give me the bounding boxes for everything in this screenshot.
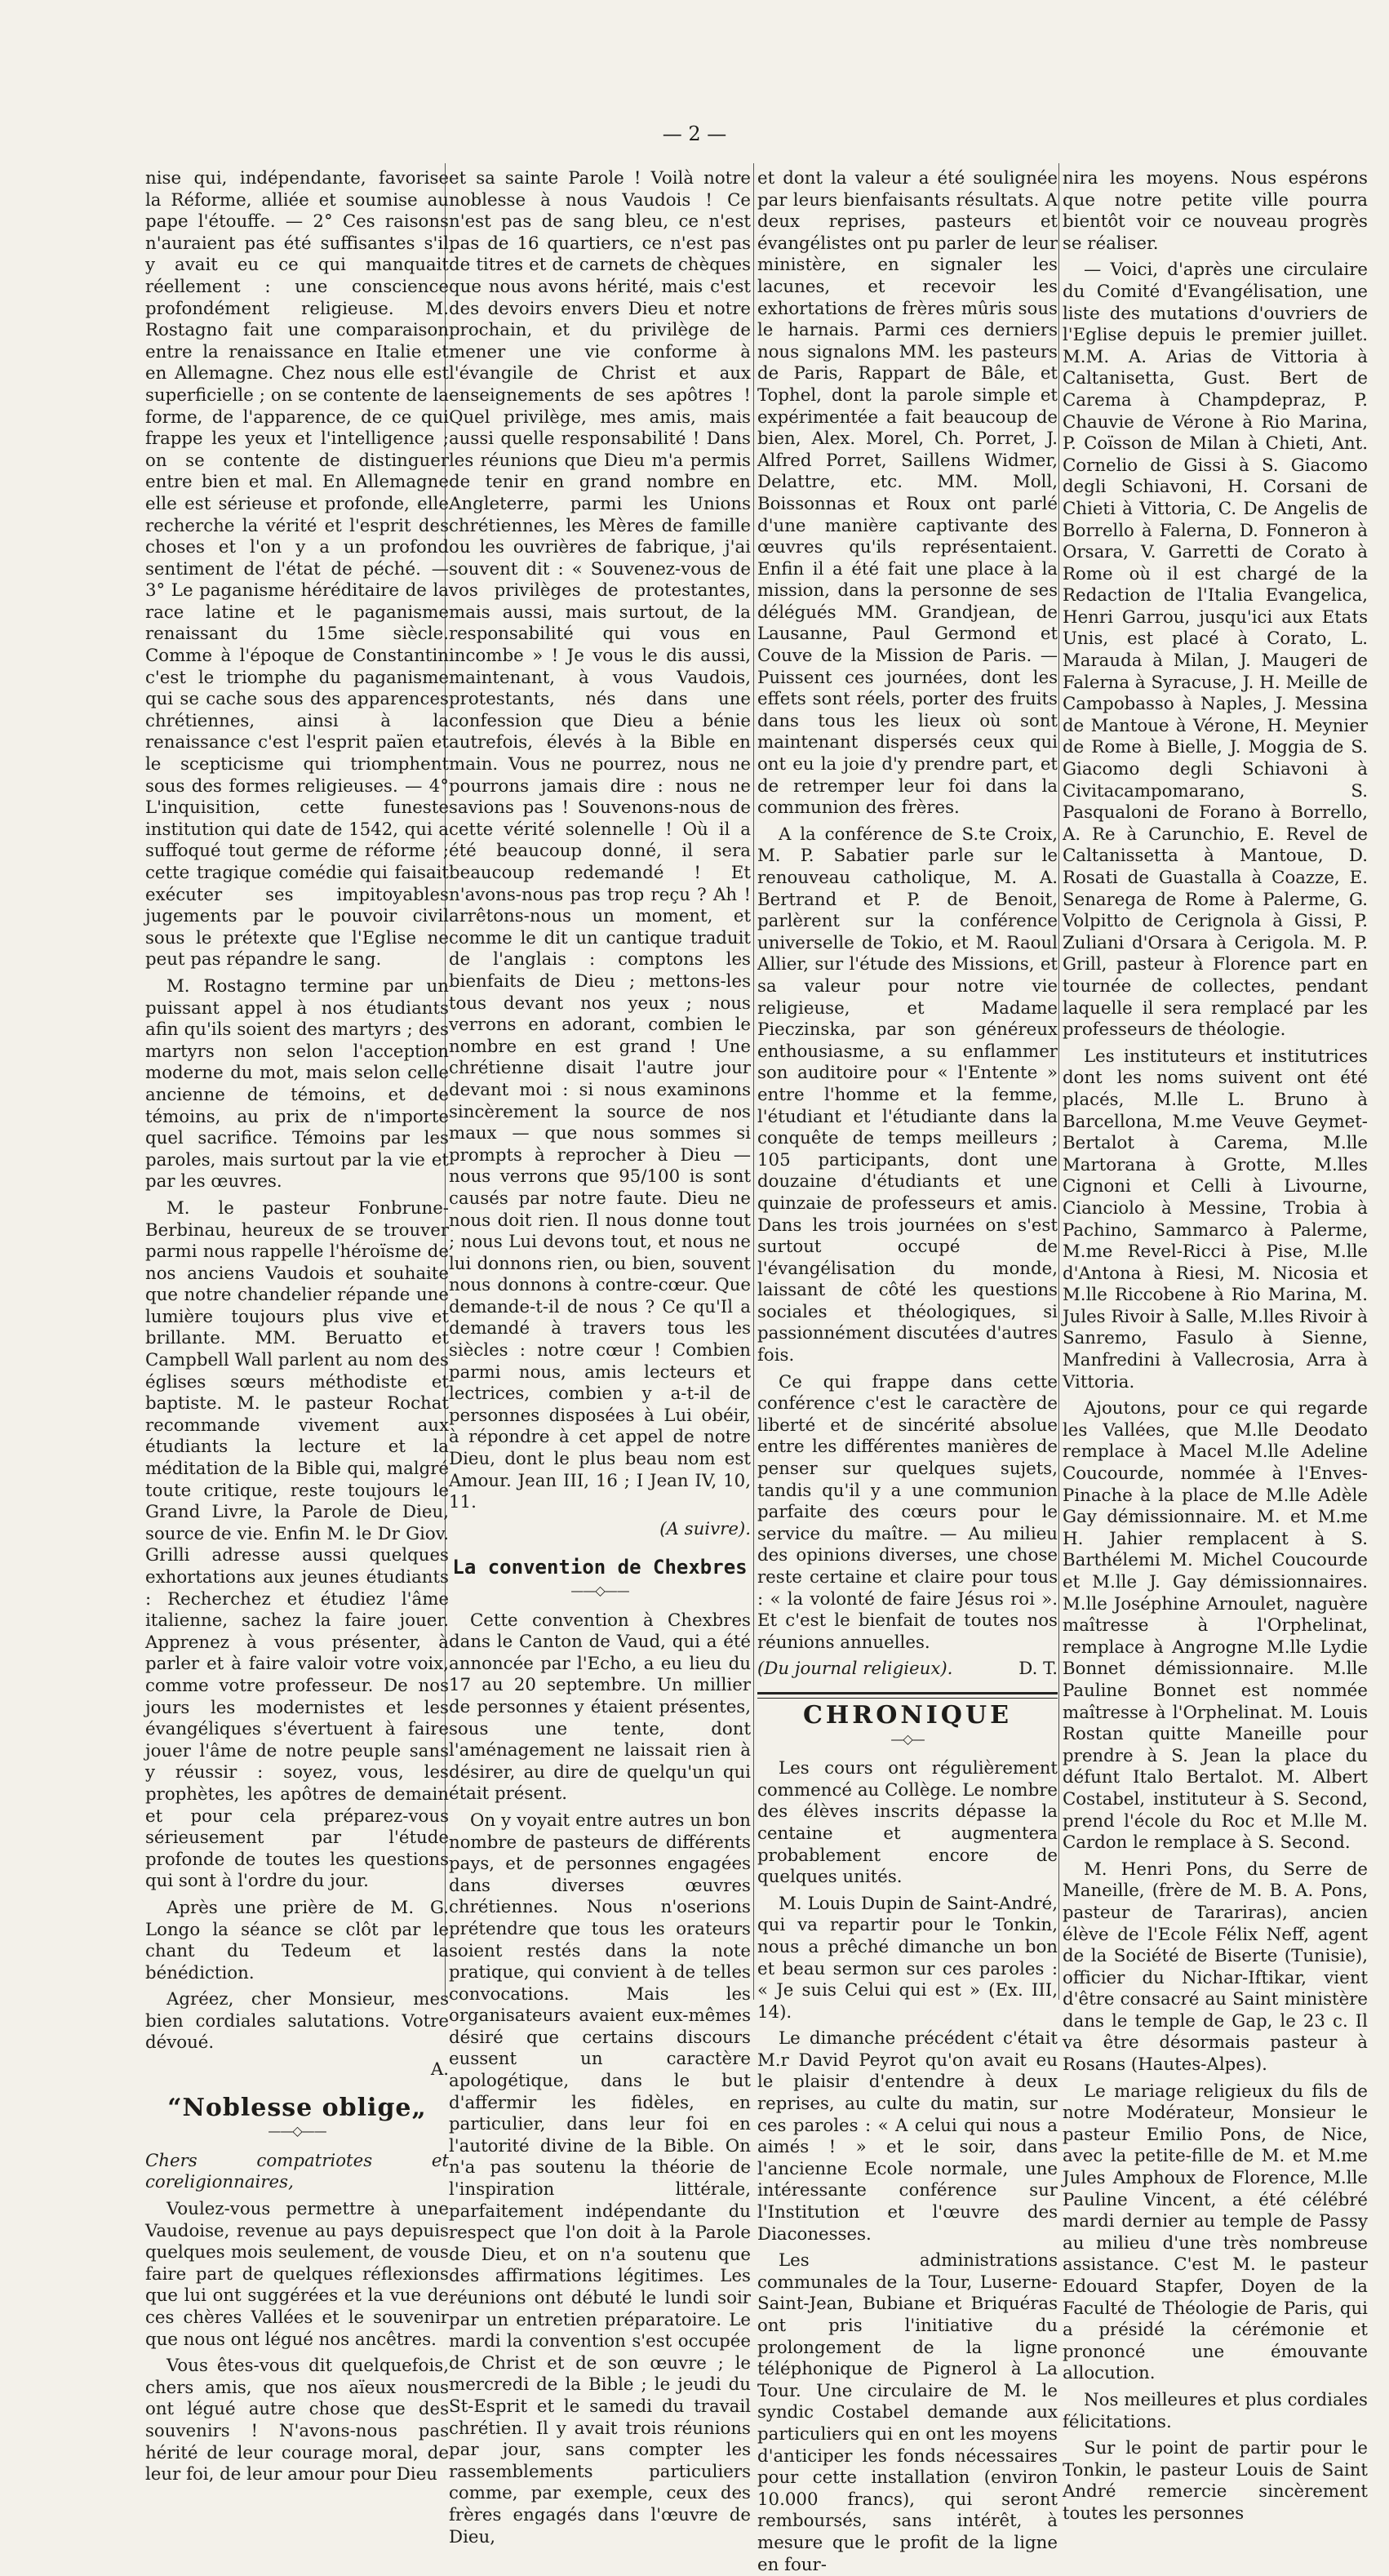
article-heading-noblesse: “Noblesse oblige„: [167, 2093, 427, 2122]
paragraph: A la conférence de S.te Croix, M. P. Sabatier parle sur le renouveau catholique, M. A. Bertrand et P. de Benoit, parlèrent sur la conférence universelle de Tokio, et M. Raoul Allier, sur l'étude des Missions, et sa valeur pour notre vie religieuse, et Madame Pieczinska, par son généreux enthousiasme, a su enflammer son auditoire pour « l'Entente » entre l'homme et la femme, l'étudiant et l'étudiante dans la conquête de temps meilleurs ; 105 participants, dont une douzaine d'étudiants et une quinzaie de professeurs et amis. Dans les trois journées on s'est surtout occupé de l'évangélisation du monde, laissant de côté les questions sociales et théologiques, si passionnément discutées d'autres fois.: [757, 824, 1058, 1366]
section-rule: [757, 1698, 1058, 1699]
paragraph: Le dimanche précédent c'était M.r David Peyrot qu'on avait eu le plaisir d'entendre à deux reprises, au culte du matin, sur ces paroles : « A celui qui nous a aimés ! » et le soir, dans l'ancienne Ecole normale, une intéressante conférence sur l'Institution et l'œuvre des Diaconesses.: [757, 2028, 1058, 2245]
paragraph: Ce qui frappe dans cette conférence c'est le caractère de liberté et de sincérité absolue entre les différentes manières de penser sur quelques sujets, tandis qu'il y a une communion parfaite des cœurs pour le service du maître. — Au milieu des opinions diverses, une chose reste certaine et claire pour tous : « la volonté de faire Jésus roi ». Et c'est le bienfait de toutes nos réunions annuelles.: [757, 1371, 1058, 1653]
paragraph: M. Henri Pons, du Serre de Maneille, (frère de M. B. A. Pons, pasteur de Tarariras), ancien élève de l'Ecole Félix Neff, agent de la Société de Biserte (Tunisie), officier du Nichar-Iftikar, vient d'être consacré au Saint ministère dans le temple de Gap, le 23 c. Il va être désormais pasteur à Rosans (Hautes-Alpes).: [1063, 1859, 1368, 2076]
column-rule: [753, 163, 754, 2000]
continued-note: (A suivre).: [659, 1518, 751, 1539]
paragraph: On y voyait entre autres un bon nombre de pasteurs de différents pays, et de personnes engagées dans diverses œuvres chrétiennes. Nous n'oserions prétendre que tous les orateurs soient restés dans la note pratique, qui convient à de telles convocations. Mais les organisateurs avaient eux-mêmes désiré que certains discours eussent un caractère apologétique, dans le but d'affermir les fidèles, en particulier, dans leur foi en l'autorité divine de la Bible. On n'a pas soutenu la théorie de l'inspiration littérale, parfaitement indépendante du respect que l'on doit à la Parole de Dieu, et on n'a soutenu que des affirmations légitimes. Les réunions ont débuté le lundi soir par un entretien préparatoire. Le mardi la convention s'est occupée de Christ et de son œuvre ; le mercredi de la Bible ; le jeudi du St-Esprit et le samedi du travail chrétien. Il y avait trois réunions par jour, sans compter les rassemblements particuliers comme, par exemple, ceux des frères engagés dans l'œuvre de Dieu,: [449, 1810, 751, 2547]
signature: A.: [430, 2059, 449, 2081]
chronique-heading: CHRONIQUE: [803, 1700, 1012, 1730]
paragraph: Nos meilleures et plus cordiales félicitations.: [1063, 2389, 1368, 2432]
paragraph: Vous êtes-vous dit quelquefois, chers amis, que nos aïeux nous ont légué autre chose que des souvenirs ! N'avons-nous pas hérité de leur courage moral, de leur foi, de leur amour pour Dieu: [145, 2356, 449, 2485]
column-3: [757, 168, 1058, 2575]
column-1: [145, 168, 449, 2485]
paragraph: M. le pasteur Fonbrune-Berbinau, heureux de se trouver parmi nous rappelle l'héroïsme de nos anciens Vaudois et souhaite que notre chandelier répande une lumière toujours plus vive et brillante. MM. Beruatto et Campbell Wall parlent au nom des églises sœurs méthodiste et baptiste. M. le pasteur Rochat recommande vivement aux étudiants la lecture et la méditation de la Bible qui, malgré toute critique, reste toujours le Grand Livre, la Parole de Dieu, source de vie. Enfin M. le Dr Giov. Grilli adresse aussi quelques exhortations aux jeunes étudiants : Recherchez et étudiez l'âme italienne, sachez la faire jouer. Apprenez à vous présenter, à parler et à faire valoir votre voix, comme votre professeur. De nos jours les modernistes et les évangéliques s'évertuent à faire jouer l'âme de notre peuple sans y réussir : soyez, vous, les prophètes, les apôtres de demain et pour cela préparez-vous sérieusement par l'étude profonde de toutes les questions qui sont à l'ordre du jour.: [145, 1197, 449, 1892]
paragraph: nise qui, indépendante, favorise la Réforme, alliée et soumise au pape l'étouffe. — 2° Ces raisons n'auraient pas été suffisantes s'il y avait eu ce qui manquait réellement : une conscience profondément religieuse. M. Rostagno fait une comparaison entre la renaissance en Italie et en Allemagne. Chez nous elle est superficielle ; on se contente de la forme, de l'apparence, de ce qui frappe les yeux et l'intelligence ; on se contente de distinguer entre bien et mal. En Allemagne elle est sérieuse et profonde, elle recherche la vérité et l'esprit des choses et l'on y a un profond sentiment de l'état de péché. — 3° Le paganisme héréditaire de la race latine et le paganisme renaissant du 15me siècle. Comme à l'époque de Constantin c'est le triomphe du paganisme qui se cache sous des apparences chrétiennes, ainsi à la renaissance c'est l'esprit païen et le scepticisme qui triomphent sous des formes religieuses. — 4° L'inquisition, cette funeste institution qui date de 1542, qui a suffoqué tout germe de réforme ; cette tragique comédie qui faisait exécuter ses impitoyables jugements par le pouvoir civil sous le prétexte que l'Eglise ne peut pas répandre le sang.: [145, 168, 449, 970]
paragraph: et dont la valeur a été soulignée par leurs bienfaisants résultats. A deux reprises, pasteurs et évangélistes ont pu parler de leur ministère, en signaler les lacunes, et recevoir les exhortations de frères mûris sous le harnais. Parmi ces derniers nous signalons MM. les pasteurs de Paris, Rappart de Bâle, et Tophel, dont la parole simple et expérimentée a fait beaucoup de bien, Alex. Morel, Ch. Porret, J. Alfred Porret, Saillens Widmer, Delattre, etc. MM. Moll, Boissonnas et Roux ont parlé d'une manière captivante des œuvres qu'ils représentaient. Enfin il a été fait une place à la mission, dans la personne de ses délégués MM. Grandjean, de Lausanne, Paul Germond et Couve de la Mission de Paris. — Puissent ces journées, dont les effets sont réels, porter des fruits dans tous les lieux où sont maintenant dispersés ceux qui ont eu la joie d'y prendre part, et de retremper leur foi dans la communion des frères.: [757, 168, 1058, 819]
paragraph: Le mariage religieux du fils de notre Modérateur, Monsieur le pasteur Emilio Pons, de Nice, avec la petite-fille de M. et M.me Jules Amphoux de Florence, M.lle Pauline Vincent, a été célébré mardi dernier au temple de Passy au milieu d'une très nombreuse assistance. C'est M. le pasteur Edouard Stapfer, Doyen de la Faculté de Théologie de Paris, qui a présidé la cérémonie et prononcé une émouvante allocution.: [1063, 2081, 1368, 2384]
ornament-icon: —◇—: [890, 1730, 925, 1747]
column-4: [1063, 168, 1369, 2524]
signature: D. T.: [1018, 1659, 1058, 1680]
paragraph: Les administrations communales de la Tour, Luserne-Saint-Jean, Bubiane et Briquéras ont pris l'initiative du prolongement de la ligne téléphonique de Pignerol à La Tour. Une circulaire de M. le syndic Costabel demande aux particuliers qui en ont les moyens d'anticiper les fonds nécessaires pour cette installation (environ 10.000 francs), qui seront remboursés, sans intérêt, à mesure que le profit de la ligne en four-: [757, 2250, 1058, 2575]
ornament-icon: ——◇——: [268, 2123, 326, 2139]
paragraph: et sa sainte Parole ! Voilà notre noblesse à nous Vaudois ! Ce n'est pas de sang bleu, ce n'est pas de 16 quartiers, ce n'est pas de titres et de carnets de chèques que nous avons hérité, mais c'est des devoirs envers Dieu et notre prochain, et du privilège de mener une vie conforme à l'évangile de Christ et aux enseignements de ses apôtres ! Quel privilège, mes amis, mais aussi quelle responsabilité ! Dans les réunions que Dieu m'a permis de tenir en grand nombre en Angleterre, parmi les Unions chrétiennes, les Mères de famille ou les ouvrières de fabrique, j'ai souvent dit : « Souvenez-vous de vos privilèges de protestantes, mais aussi, mais surtout, de la responsabilité qui vous en incombe » ! Je vous le dis aussi, maintenant, à vous Vaudois, protestants, nés dans une confession que Dieu a bénie autrefois, élevés à la Bible en main. Vous ne pourrez, nous ne pourrons jamais dire : nous ne savions pas ! Souvenons-nous de cette vérité solennelle ! Où il a été beaucoup donné, il sera beaucoup redemandé ! Et n'avons-nous pas trop reçu ? Ah ! arrêtons-nous un moment, et comme le dit un cantique traduit de l'anglais : comptons les bienfaits de Dieu ; mettons-les tous devant nos yeux ; nous verrons en adorant, combien le nombre en est grand ! Une chrétienne disait l'autre jour devant moi : si nous examinons sincèrement la source de nos maux — que nous sommes si prompts à reprocher à Dieu — nous verrons que 95/100 is sont causés par notre faute. Dieu ne nous doit rien. Il nous donne tout ; nous Lui devons tout, et nous ne lui donnons rien, ou bien, souvent nous donnons à contre-cœur. Que demande-t-il de nous ? Ce qu'Il a demandé à travers tous les siècles : notre cœur ! Combien parmi nous, amis lecteurs et lectrices, combien y a-t-il de personnes disposées à Lui obéir, à répondre à cet appel de notre Dieu, dont le plus beau nom est Amour. Jean III, 16 ; I Jean IV, 10, 11.: [449, 168, 751, 1513]
paragraph: Agréez, cher Monsieur, mes bien cordiales salutations. Votre dévoué.: [145, 1989, 449, 2054]
paragraph: Après une prière de M. G. Longo la séance se clôt par le chant du Tedeum et la bénédiction.: [145, 1897, 449, 1983]
source-line: [757, 1659, 1058, 1681]
paragraph: M. Louis Dupin de Saint-André, qui va repartir pour le Tonkin, nous a prêché dimanche un bon et beau sermon sur ces paroles : « Je suis Celui qui est » (Ex. III, 14).: [757, 1893, 1058, 2023]
column-2: [449, 168, 751, 2547]
salutation: Chers compatriotes et coreligionnaires,: [145, 2150, 449, 2193]
section-rule: [757, 1692, 1058, 1694]
paragraph: Les cours ont régulièrement commencé au Collège. Le nombre des élèves inscrits dépasse la centaine et augmentera probablement encore de quelques unités.: [757, 1758, 1058, 1888]
paragraph: Les instituteurs et institutrices dont les noms suivent ont été placés, M.lle L. Bruno à Barcellona, M.me Veuve Geymet-Bertalot à Carema, M.lle Martorana à Grotte, M.lles Cignoni et Celli à Livourne, Cianciolo à Messine, Trobia à Pachino, Sammarco à Palerme, M.me Revel-Ricci à Pise, M.lle d'Antona à Riesi, M. Nicosia et M.lle Riccobene à Rio Marina, M. Jules Rivoir à Salle, M.lles Rivoir à Sanremo, Fasulo à Sienne, Manfredini à Vallecrosia, Arra à Vittoria.: [1063, 1046, 1369, 1392]
paragraph: M. Rostagno termine par un puissant appel à nos étudiants afin qu'ils soient des martyrs ; des martyrs non selon l'acception moderne du mot, mais selon celle ancienne de témoins, et de témoins, au prix de n'importe quel sacrifice. Témoins par les paroles, mais surtout par la vie et par les œuvres.: [145, 975, 449, 1193]
paragraph: — Voici, d'après une circulaire du Comité d'Evangélisation, une liste des mutations d'ouvriers de l'Eglise depuis le premier juillet. M.M. A. Arias de Vittoria à Caltanisetta, Gust. Bert de Carema à Champdepraz, P. Chauvie de Vérone à Rio Marina, P. Coïsson de Milan à Chieti, Ant. Cornelio de Gissi à S. Giacomo degli Schiavoni, H. Corsani de Chieti à Vittoria, C. De Angelis de Borrello à Falerna, D. Fonneron à Orsara, V. Garretti de Corato à Rome où il est chargé de la Redaction de l'Italia Evangelica, Henri Garrou, jusqu'ici aux Etats Unis, est placé à Corato, L. Marauda à Milan, J. Maugeri de Falerna à Syracuse, J. H. Meille de Campobasso à Naples, J. Messina de Mantoue à Vérone, H. Meynier de Rome à Bielle, J. Moggia de S. Giacomo degli Schiavoni à Civitacampomarano, S. Pasqualoni de Forano à Borrello, A. Re à Carunchio, E. Revel de Caltanissetta à Mantoue, D. Rosati de Guastalla à Coazze, E. Senarega de Rome à Palerme, G. Volpitto de Cerignola à Gissi, P. Zuliani d'Orsara à Cerigola. M. P. Grill, pasteur à Florence part en tournée de collectes, pendant laquelle il sera remplacé par les professeurs de théologie.: [1063, 260, 1368, 1041]
paragraph: Sur le point de partir pour le Tonkin, le pasteur Louis de Saint André remercie sincèrement toutes les personnes: [1063, 2438, 1368, 2524]
ornament-icon: ——◇——: [570, 1583, 629, 1598]
source-attribution: (Du journal religieux).: [757, 1659, 953, 1680]
article-heading-chexbres: La convention de Chexbres: [452, 1556, 748, 1579]
paragraph: Cette convention à Chexbres dans le Canton de Vaud, qui a été annoncée par l'Echo, a eu lieu du 17 au 20 septembre. Un millier de personnes y étaient présentes, sous une tente, dont l'aménagement ne laissait rien à désirer, au dire de quelqu'un qui était présent.: [449, 1610, 751, 1805]
page-number: — 2 —: [662, 122, 727, 145]
paragraph: nira les moyens. Nous espérons que notre petite ville pourra bientôt voir ce nouveau progrès se réaliser.: [1063, 168, 1368, 254]
column-rule: [1058, 163, 1059, 2000]
paragraph: Ajoutons, pour ce qui regarde les Vallées, que M.lle Deodato remplace à Macel M.lle Adeline Coucourde, nommée à l'Enves-Pinache à la place de M.lle Adèle Gay démissionnaire. M. et M.me H. Jahier remplacent à S. Barthélemi M. Michel Coucourde et M.lle J. Gay démissionnaires. M.lle Joséphine Arnoulet, naguère maîtresse à l'Orphelinat, remplace à Angrogne M.lle Lydie Bonnet démissionnaire. M.lle Pauline Bonnet est nommée maîtresse à l'Orphelinat. M. Louis Rostan quitte Maneille pour prendre à S. Jean la place du défunt Italo Bertalot. M. Albert Costabel, instituteur à S. Second, prend l'école du Roc et M.lle M. Cardon le remplace à S. Second.: [1063, 1398, 1368, 1854]
paragraph: Voulez-vous permettre à une Vaudoise, revenue au pays depuis quelques mois seulement, de vous faire part de quelques réflexions que lui ont suggérées et la vue de ces chères Vallées et le souvenir que nous ont légué nos ancêtres.: [145, 2199, 449, 2350]
